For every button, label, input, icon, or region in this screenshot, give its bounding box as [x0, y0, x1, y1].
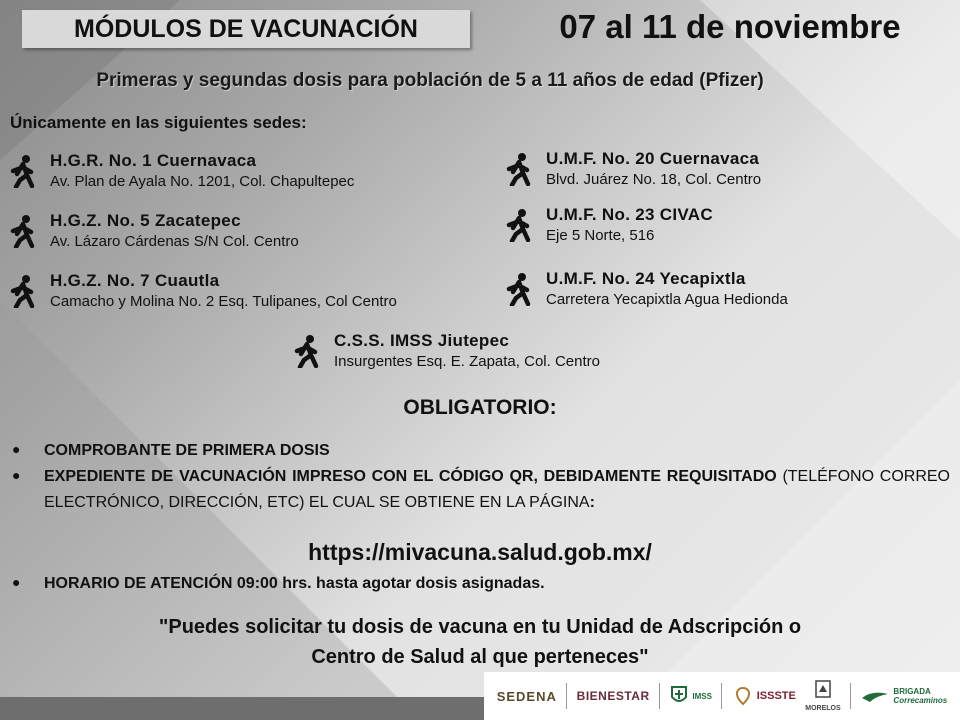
imss-emblem-icon [669, 685, 689, 707]
bullet-icon: ● [12, 574, 21, 590]
site-address: Av. Lázaro Cárdenas S/N Col. Centro [50, 233, 299, 250]
walking-person-icon [6, 154, 38, 188]
requirement-text [44, 464, 950, 516]
site-name: C.S.S. IMSS Jiutepec [334, 331, 510, 350]
requirements-list [10, 438, 950, 516]
requirement-text: COMPROBANTE DE PRIMERA DOSIS [44, 442, 330, 459]
closing-quote-line: Centro de Salud al que perteneces" [311, 646, 649, 668]
morelos-emblem-icon [814, 680, 832, 702]
subtitle: Primeras y segundas dosis para población de 5 a 11 años de edad (Pfizer) [96, 70, 764, 91]
site-item [290, 330, 600, 372]
site-address: Av. Plan de Ayala No. 1201, Col. Chapultepec [50, 173, 355, 190]
list-item [10, 464, 950, 516]
requirement-bold-text: EXPEDIENTE DE VACUNACIÓN IMPRESO CON EL CÓDIGO QR, DEBIDAMENTE REQUISITADO [44, 468, 777, 485]
walking-person-icon [502, 272, 534, 306]
morelos-logo: MORELOS [805, 680, 840, 712]
site-item [502, 204, 713, 246]
closing-quote-line: "Puedes solicitar tu dosis de vacuna en tu Unidad de Adscripción o [158, 616, 802, 638]
brigada-emblem-icon [860, 688, 890, 704]
site-address: Blvd. Juárez No. 18, Col. Centro [546, 171, 762, 188]
schedule-text: HORARIO DE ATENCIÓN 09:00 hrs. hasta agotar dosis asignadas. [44, 575, 545, 592]
requirement-detail-text: (TELÉFONO CORREO ELECTRÓNICO, DIRECCIÓN, ETC) EL CUAL SE OBTIENE EN LA PÁGINA [44, 468, 950, 511]
logo-strip [484, 672, 960, 720]
site-address: Eje 5 Norte, 516 [546, 227, 655, 244]
page-title [22, 10, 470, 48]
brigada-correcaminos-logo: BRIGADA Correcaminos [860, 687, 947, 705]
walking-person-icon [502, 208, 534, 242]
date-range: 07 al 11 de noviembre [559, 8, 901, 45]
divider [850, 683, 851, 709]
schedule-list [10, 571, 950, 597]
site-item [502, 148, 761, 190]
bullet-icon: ● [12, 441, 21, 457]
site-name: H.G.Z. No. 7 Cuautla [50, 271, 220, 290]
requirement-colon: : [589, 494, 595, 511]
site-item [6, 270, 397, 312]
site-address: Camacho y Molina No. 2 Esq. Tulipanes, Col Centro [50, 293, 397, 310]
sedena-logo: SEDENA [496, 688, 557, 704]
divider [566, 683, 567, 709]
divider [659, 683, 660, 709]
registration-url[interactable]: https://mivacuna.salud.gob.mx/ [308, 539, 652, 565]
list-item [10, 438, 950, 464]
site-item [6, 210, 299, 252]
closing-quote [40, 612, 920, 672]
site-name: U.M.F. No. 23 CIVAC [546, 205, 713, 224]
requirements-heading: OBLIGATORIO: [403, 396, 557, 419]
sites-heading: Únicamente en las siguientes sedes: [10, 113, 307, 132]
site-name: U.M.F. No. 24 Yecapixtla [546, 269, 746, 288]
walking-person-icon [6, 274, 38, 308]
site-name: H.G.R. No. 1 Cuernavaca [50, 151, 257, 170]
bienestar-logo: BIENESTAR [576, 689, 650, 703]
site-address: Insurgentes Esq. E. Zapata, Col. Centro [334, 353, 600, 370]
walking-person-icon [290, 334, 322, 368]
site-name: U.M.F. No. 20 Cuernavaca [546, 149, 760, 168]
site-item [502, 268, 788, 310]
issste-logo: ISSSTE [732, 686, 796, 706]
list-item [10, 571, 950, 597]
divider [721, 683, 722, 709]
site-item [6, 150, 354, 192]
walking-person-icon [6, 214, 38, 248]
site-name: H.G.Z. No. 5 Zacatepec [50, 211, 241, 230]
bullet-icon: ● [12, 467, 21, 483]
issste-emblem-icon [732, 686, 754, 706]
walking-person-icon [502, 152, 534, 186]
page-title-text: MÓDULOS DE VACUNACIÓN [74, 14, 418, 43]
imss-logo: IMSS [669, 685, 712, 707]
site-address: Carretera Yecapixtla Agua Hedionda [546, 291, 788, 308]
